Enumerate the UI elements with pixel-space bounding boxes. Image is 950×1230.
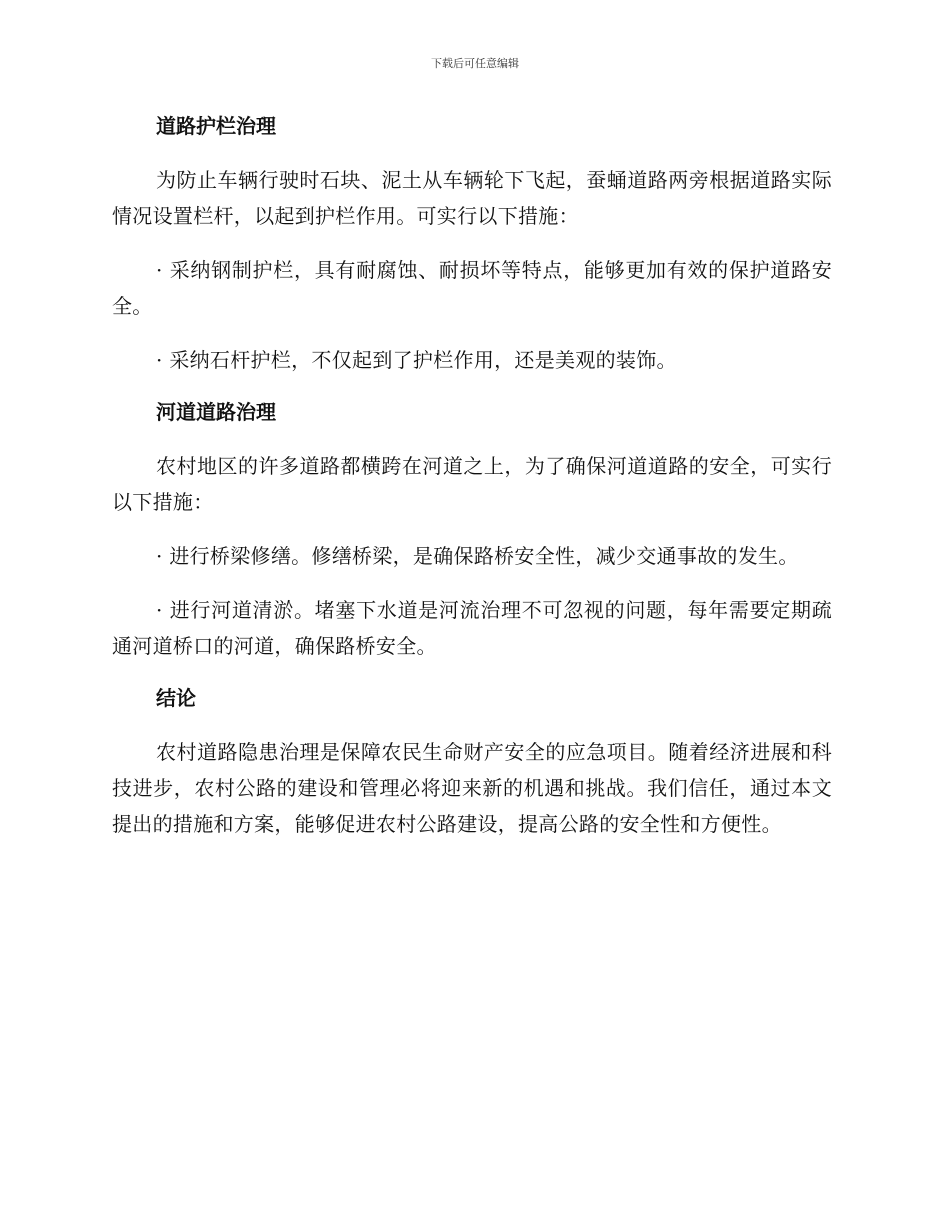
paragraph-river-intro: 农村地区的许多道路都横跨在河道之上，为了确保河道道路的安全，可实行以下措施：	[112, 454, 832, 514]
document-body	[112, 110, 832, 860]
paragraph-guardrail-stone: · 采纳石杆护栏，不仅起到了护栏作用，还是美观的装饰。	[156, 348, 677, 372]
paragraph-conclusion: 农村道路隐患治理是保障农民生命财产安全的应急项目。随着经济进展和科技进步，农村公路的建设和管理必将迎来新的机遇和挑战。我们信任，通过本文提出的措施和方案，能够促进农村公路建设，提高公路的安全性和方便性。	[112, 740, 832, 836]
section-heading-conclusion: 结论	[156, 686, 196, 710]
paragraph-river-dredge: · 进行河道清淤。堵塞下水道是河流治理不可忽视的问题，每年需要定期疏通河道桥口的河道，确保路桥安全。	[112, 598, 832, 658]
section-heading-river-road: 河道道路治理	[156, 400, 276, 424]
paragraph-river-bridge: · 进行桥梁修缮。修缮桥梁，是确保路桥安全性，减少交通事故的发生。	[156, 544, 799, 568]
section-heading-guardrail: 道路护栏治理	[156, 114, 276, 138]
paragraph-guardrail-steel: · 采纳钢制护栏，具有耐腐蚀、耐损坏等特点，能够更加有效的保护道路安全。	[112, 258, 832, 318]
header-note: 下载后可任意编辑	[431, 57, 519, 70]
paragraph-guardrail-intro: 为防止车辆行驶时石块、泥土从车辆轮下飞起，蚕蛹道路两旁根据道路实际情况设置栏杆，以起到护栏作用。可实行以下措施：	[112, 168, 832, 228]
